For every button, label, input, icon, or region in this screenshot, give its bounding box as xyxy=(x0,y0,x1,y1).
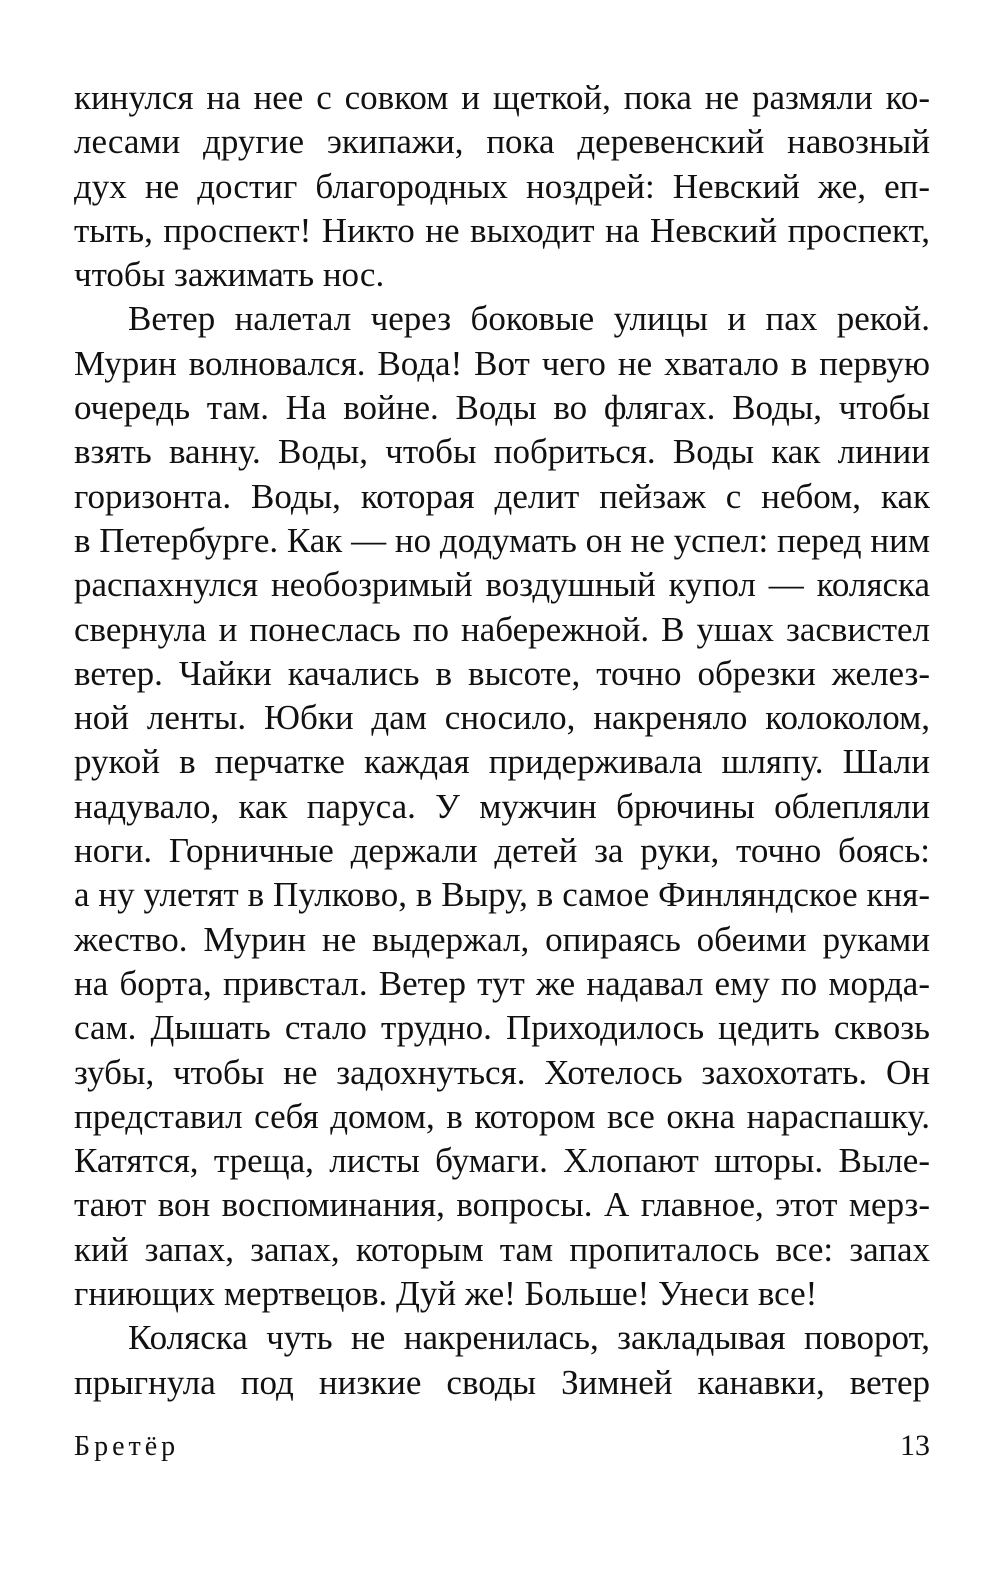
text-line: прыгнула под низкие своды Зимней канавки, ветер xyxy=(74,1362,930,1402)
text-line: представил себя домом, в котором все окна нараспашку. xyxy=(74,1096,930,1136)
text-line: ноги. Горничные держали детей за руки, точно боясь: xyxy=(74,831,930,871)
text-line: на борта, привстал. Ветер тут же надавал ему по морда- xyxy=(74,963,930,1003)
text-line: сам. Дышать стало трудно. Приходилось цедить сквозь xyxy=(74,1008,930,1048)
text-line: Мурин волновался. Вода! Вот чего не хватало в первую xyxy=(74,343,930,383)
text-line: надувало, как паруса. У мужчин брючины облепляли xyxy=(74,786,930,826)
text-line: горизонта. Воды, которая делит пейзаж с небом, как xyxy=(74,476,930,516)
text-line: а ну улетят в Пулково, в Выру, в самое Финляндское кня- xyxy=(74,875,930,915)
text-line: жество. Мурин не выдержал, опираясь обеими руками xyxy=(74,919,930,959)
text-line: в Петербурге. Как — но додумать он не успел: перед ним xyxy=(74,520,930,560)
text-line: рукой в перчатке каждая придерживала шляпу. Шали xyxy=(74,742,930,782)
page-number: 13 xyxy=(900,1429,930,1462)
text-line: взять ванну. Воды, чтобы побриться. Воды как линии xyxy=(74,432,930,472)
text-line: тыть, проспект! Никто не выходит на Невский проспект, xyxy=(74,210,930,250)
text-line: распахнулся необозримый воздушный купол — коляска xyxy=(74,565,930,605)
text-line: ной ленты. Юбки дам сносило, накреняло колоколом, xyxy=(74,698,930,738)
text-line: чтобы зажимать нос. xyxy=(74,255,385,295)
text-line: очередь там. На войне. Воды во флягах. Воды, чтобы xyxy=(74,388,930,428)
text-line: кинулся на нее с совком и щеткой, пока не размяли ко- xyxy=(74,78,930,117)
page-body xyxy=(74,76,930,1405)
text-line: Коляска чуть не накренилась, закладывая поворот, xyxy=(128,1318,930,1358)
text-line: свернула и понеслась по набережной. В ушах засвистел xyxy=(74,609,930,649)
text-line: зубы, чтобы не задохнуться. Хотелось захохотать. Он xyxy=(74,1052,930,1092)
text-line: Ветер налетал через боковые улицы и пах рекой. xyxy=(128,299,930,339)
text-line: ветер. Чайки качались в высоте, точно обрезки желез- xyxy=(74,653,930,693)
text-line: дух не достиг благородных ноздрей: Невский же, еп- xyxy=(74,166,930,206)
text-line: Катятся, треща, листы бумаги. Хлопают шторы. Выле- xyxy=(74,1141,930,1181)
text-line: лесами другие экипажи, пока деревенский навозный xyxy=(74,122,930,162)
text-line: гниющих мертвецов. Дуй же! Больше! Унеси все! xyxy=(74,1274,818,1314)
running-title: Бретёр xyxy=(74,1431,180,1462)
text-line: тают вон воспоминания, вопросы. А главное, этот мерз- xyxy=(74,1185,930,1225)
text-line: кий запах, запах, которым там пропиталось все: запах xyxy=(74,1229,930,1269)
